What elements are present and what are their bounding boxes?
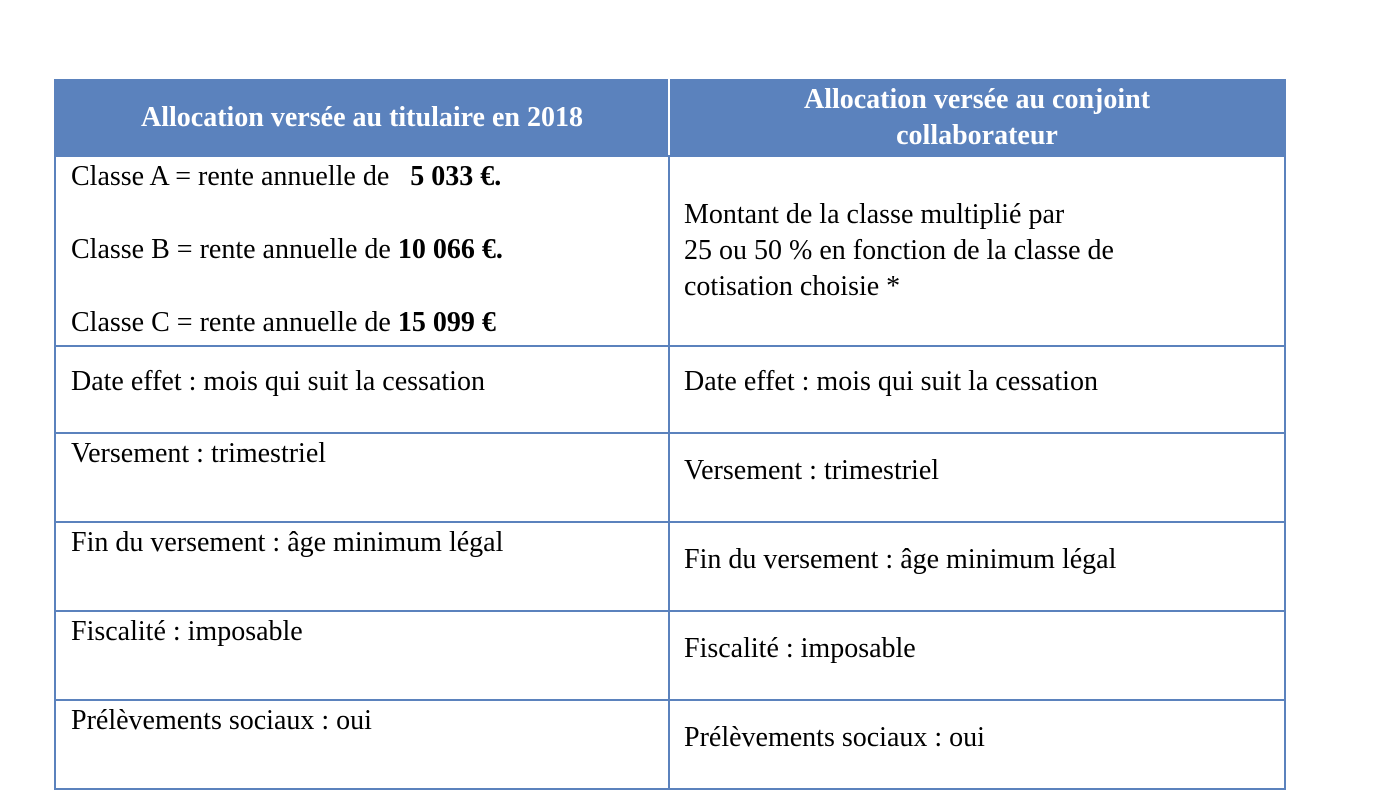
- header-conjoint-line2: collaborateur: [896, 120, 1058, 151]
- cell-left: [55, 346, 669, 433]
- table-row-fiscalite: [55, 611, 1285, 700]
- spacer: [71, 268, 668, 305]
- date-effet-conjoint: Date effet : mois qui suit la cessation: [684, 366, 1098, 397]
- conjoint-montant-line1: Montant de la classe multiplié par: [684, 199, 1065, 230]
- cell-classes: [55, 156, 669, 346]
- cell-right: [669, 611, 1285, 700]
- classe-a-amount: 5 033 €.: [410, 161, 502, 192]
- table-row-fin-versement: [55, 522, 1285, 611]
- header-titulaire-text: Allocation versée au titulaire en 2018: [141, 102, 583, 133]
- cell-right: [669, 433, 1285, 522]
- header-conjoint: [669, 80, 1285, 156]
- table-row-versement: [55, 433, 1285, 522]
- prelevements-titulaire: Prélèvements sociaux : oui: [71, 705, 372, 736]
- date-effet-titulaire: Date effet : mois qui suit la cessation: [71, 366, 485, 397]
- cell-right: [669, 700, 1285, 789]
- fiscalite-conjoint: Fiscalité : imposable: [684, 633, 916, 664]
- cell-left: [55, 522, 669, 611]
- cell-left: [55, 433, 669, 522]
- conjoint-montant-line3: cotisation choisie *: [684, 271, 901, 302]
- header-conjoint-line1: Allocation versée au conjoint: [803, 84, 1151, 115]
- cell-right: [669, 346, 1285, 433]
- fin-versement-titulaire: Fin du versement : âge minimum légal: [71, 527, 504, 558]
- classe-a-label: Classe A = rente annuelle de: [71, 161, 411, 192]
- classe-b-label: Classe B = rente annuelle de: [71, 234, 398, 265]
- allocation-table: [54, 79, 1286, 790]
- classe-c-line: [71, 305, 668, 341]
- versement-conjoint: Versement : trimestriel: [684, 455, 940, 486]
- versement-titulaire: Versement : trimestriel: [71, 438, 327, 469]
- classe-a-line: [71, 159, 668, 195]
- classe-c-amount: 15 099 €: [397, 307, 496, 338]
- classe-c-label: Classe C = rente annuelle de: [71, 307, 398, 338]
- table-row-prelevements: [55, 700, 1285, 789]
- cell-left: [55, 700, 669, 789]
- classe-b-amount: 10 066 €.: [397, 234, 503, 265]
- fiscalite-titulaire: Fiscalité : imposable: [71, 616, 303, 647]
- spacer: [71, 195, 668, 232]
- header-row: [55, 80, 1285, 156]
- cell-conjoint-montant: [669, 156, 1285, 346]
- header-titulaire: [55, 80, 669, 156]
- conjoint-montant-line2: 25 ou 50 % en fonction de la classe de: [684, 235, 1114, 266]
- classe-b-line: [71, 232, 668, 268]
- table-row-date-effet: [55, 346, 1285, 433]
- table-row-montants: [55, 156, 1285, 346]
- fin-versement-conjoint: Fin du versement : âge minimum légal: [684, 544, 1117, 575]
- cell-right: [669, 522, 1285, 611]
- cell-left: [55, 611, 669, 700]
- prelevements-conjoint: Prélèvements sociaux : oui: [684, 722, 985, 753]
